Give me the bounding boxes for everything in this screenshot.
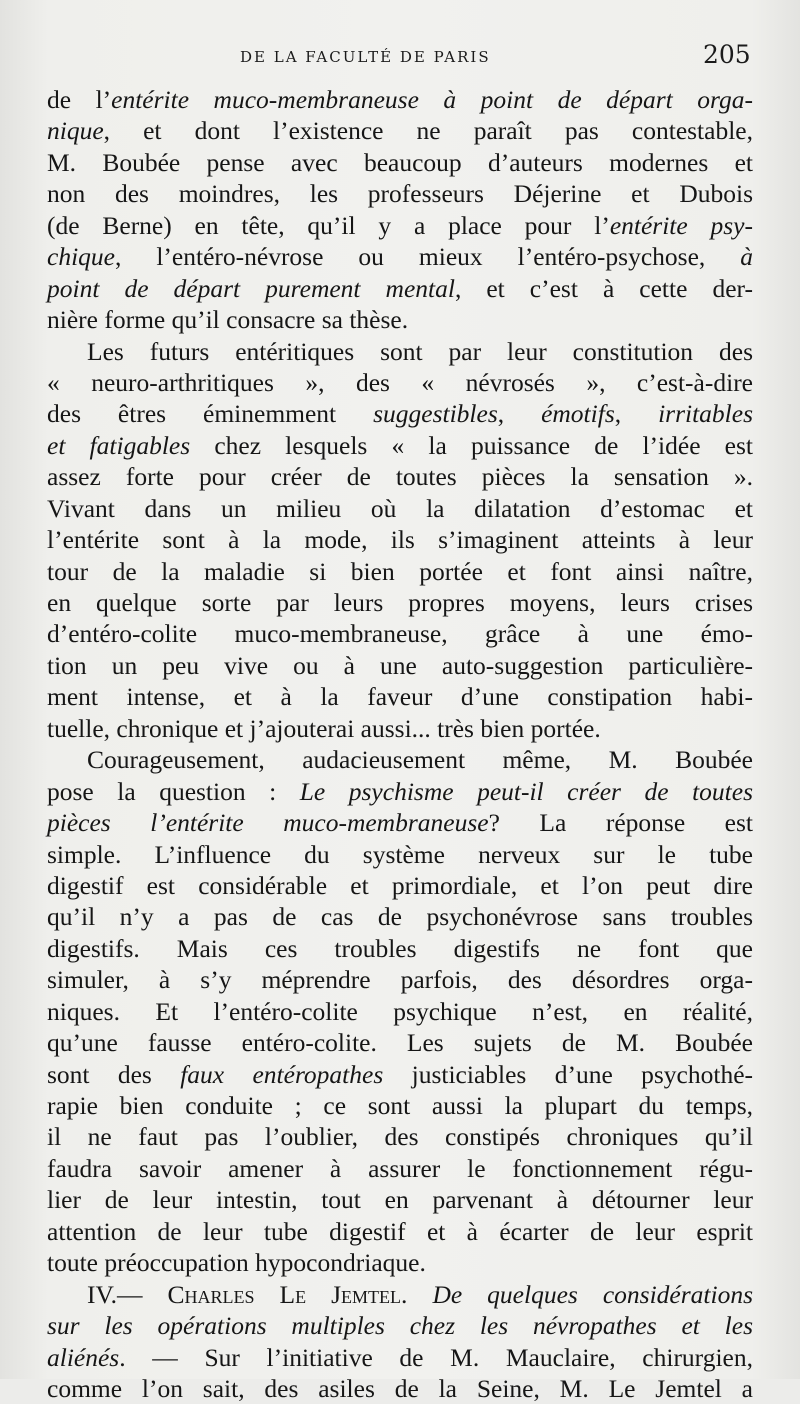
text-segment: Vivant dans un milieu où la dilatation d’estomac et <box>47 493 753 523</box>
text-segment: tion un peu vive ou à une auto-suggestion particulière- <box>47 650 753 680</box>
text-segment: de l’ <box>47 85 112 114</box>
text-line <box>47 1153 753 1184</box>
italic-text: irritables <box>658 399 754 429</box>
text-line <box>47 807 753 838</box>
text-segment: nière forme qu’il consacre sa thèse. <box>47 305 409 335</box>
text-segment: sont des <box>47 1059 181 1089</box>
text-segment: il ne faut pas l’oublier, des constipés chroniques qu’il <box>47 1122 753 1152</box>
text-line <box>47 1216 753 1247</box>
text-segment: Courageusement, audacieusement même, M. Boubée <box>87 745 753 775</box>
italic-text: aliénés <box>47 1342 120 1372</box>
italic-text: faux entéropathes <box>180 1059 384 1089</box>
text-segment: , et dont l’existence ne paraît pas contestable, <box>103 116 753 146</box>
italic-text: chique <box>47 242 115 272</box>
text-line <box>47 398 753 429</box>
running-title: DE LA FACULTÉ DE PARIS <box>240 48 491 66</box>
text-segment: « neuro-arthritiques », des « névrosés », c’est-à-dire <box>47 367 753 397</box>
text-segment: tour de la maladie si bien portée et font ainsi naître, <box>47 556 753 586</box>
italic-text: nique <box>47 116 104 146</box>
text-line <box>47 210 753 241</box>
text-segment: en quelque sorte par leurs propres moyens, leurs crises <box>47 588 753 617</box>
text-line <box>47 1184 753 1215</box>
text-segment: M. Boubée pense avec beaucoup d’auteurs modernes et <box>47 147 753 177</box>
text-segment: faudra savoir amener à assurer le fonctionnement régu- <box>47 1153 753 1183</box>
text-segment: qu’une fausse entéro-colite. Les sujets de M. Boubée <box>47 1028 753 1058</box>
text-line <box>47 493 753 524</box>
text-segment: tuelle, chronique et j’ajouterai aussi... très bien portée. <box>47 713 601 743</box>
text-segment: , l’entéro-névrose ou mieux l’entéro-psychose, <box>114 242 741 272</box>
text-line <box>47 1310 753 1341</box>
text-segment: , et c’est à cette der- <box>454 273 753 303</box>
text-line <box>47 1121 753 1152</box>
text-line <box>47 839 753 870</box>
text-segment: niques. Et l’entéro-colite psychique n’est, en réalité, <box>47 996 753 1026</box>
italic-text: entérite muco-membraneuse à point de départ orga- <box>111 85 753 114</box>
italic-text: Le psychisme peut-il créer de toutes <box>299 776 753 806</box>
text-line <box>47 1059 753 1090</box>
text-segment: l’entérite sont à la mode, ils s’imaginent atteints à leur <box>47 525 753 555</box>
body-text <box>47 84 753 1404</box>
text-line <box>47 650 753 681</box>
text-segment: justiciables d’une psychothé- <box>383 1059 754 1089</box>
italic-text: De quelques considérations <box>432 1279 754 1309</box>
small-caps-name: Charles Le Jemtel <box>167 1279 402 1309</box>
text-line <box>47 870 753 901</box>
text-segment: toute préoccupation hypocondriaque. <box>47 1248 426 1278</box>
italic-text: sur les opérations multiples chez les névropathes et les <box>47 1311 753 1341</box>
text-line <box>47 1373 753 1404</box>
text-segment: . <box>401 1279 433 1309</box>
text-line <box>47 367 753 398</box>
text-segment: qu’il n’y a pas de cas de psychonévrose sans troubles <box>47 902 753 932</box>
text-line <box>47 115 753 146</box>
text-segment: digestif est considérable et primordiale, et l’on peut dire <box>47 870 753 900</box>
text-segment: d’entéro-colite muco-membraneuse, grâce à une émo- <box>47 619 753 649</box>
text-segment: simuler, à s’y méprendre parfois, des désordres orga- <box>47 965 753 995</box>
text-segment: digestifs. Mais ces troubles digestifs ne font que <box>47 933 753 963</box>
text-line <box>47 430 753 461</box>
text-line <box>47 1090 753 1121</box>
italic-text: émotifs <box>541 399 615 429</box>
text-segment: Les futurs entéritiques sont par leur constitution des <box>87 336 753 366</box>
text-segment: . — Sur l’initiative de M. Mauclaire, chirurgien, <box>119 1342 753 1372</box>
text-line <box>47 964 753 995</box>
text-line <box>47 273 753 304</box>
text-line <box>47 304 753 335</box>
italic-text: entérite psy- <box>609 210 753 240</box>
text-line <box>47 1342 753 1373</box>
running-header <box>0 36 800 76</box>
text-segment: , <box>497 399 542 429</box>
text-segment: (de Berne) en tête, qu’il y a place pour l’ <box>47 210 610 240</box>
text-line <box>47 178 753 209</box>
text-segment: pose la question : <box>47 776 300 806</box>
text-line <box>47 713 753 744</box>
text-line <box>47 336 753 367</box>
italic-text: et fatigables <box>47 430 191 460</box>
text-line <box>47 681 753 712</box>
text-segment: chez lesquels « la puissance de l’idée est <box>190 430 754 460</box>
text-line <box>47 241 753 272</box>
text-line <box>47 524 753 555</box>
italic-text: pièces l’entérite muco-membraneuse <box>47 808 489 838</box>
text-segment: non des moindres, les professeurs Déjerine et Dubois <box>47 179 753 209</box>
text-line <box>47 1027 753 1058</box>
text-segment: lier de leur intestin, tout en parvenant à détourner leur <box>47 1185 753 1215</box>
text-line <box>47 744 753 775</box>
text-line <box>47 587 753 618</box>
text-segment: ment intense, et à la faveur d’une constipation habi- <box>47 682 753 712</box>
text-line <box>47 556 753 587</box>
text-line <box>47 1247 753 1278</box>
text-segment: assez forte pour créer de toutes pièces la sensation ». <box>47 462 753 492</box>
text-segment: , <box>614 399 659 429</box>
text-line <box>47 776 753 807</box>
text-line <box>47 461 753 492</box>
page-number: 205 <box>703 40 751 69</box>
italic-text: point de départ purement mental <box>47 273 455 303</box>
text-line <box>47 84 753 115</box>
text-line <box>47 618 753 649</box>
text-segment: comme l’on sait, des asiles de la Seine, M. Le Jemtel a <box>47 1373 753 1403</box>
text-line <box>47 1279 753 1310</box>
text-segment: attention de leur tube digestif et à écarter de leur esprit <box>47 1216 753 1246</box>
text-line <box>47 933 753 964</box>
text-segment: IV.— <box>87 1279 168 1309</box>
italic-text: suggestibles <box>373 399 498 429</box>
text-line <box>47 901 753 932</box>
text-segment: ? La réponse est <box>488 808 754 838</box>
italic-text: à <box>740 242 753 272</box>
text-line <box>47 147 753 178</box>
text-segment: simple. L’influence du système nerveux sur le tube <box>47 839 753 869</box>
text-line <box>47 996 753 1027</box>
text-segment: rapie bien conduite ; ce sont aussi la plupart du temps, <box>47 1091 753 1120</box>
text-segment: des êtres éminemment <box>47 399 374 429</box>
